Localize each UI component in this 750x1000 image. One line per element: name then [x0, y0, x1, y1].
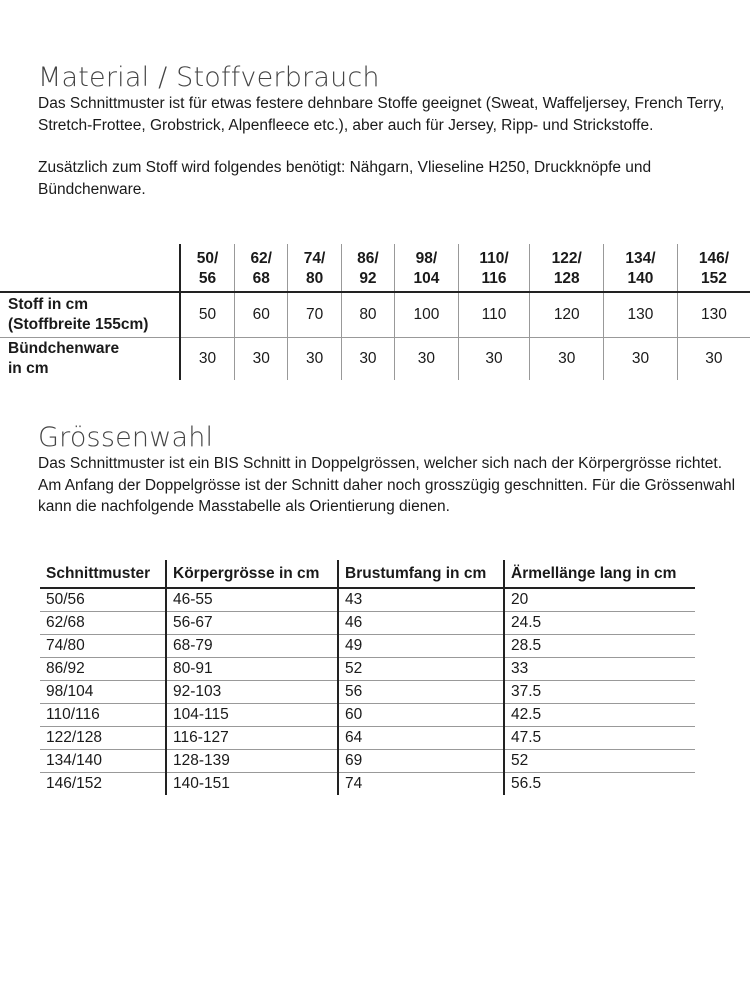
material-paragraph-2: Zusätzlich zum Stoff wird folgendes benötigt: Nähgarn, Vlieseline H250, Druckknöpfe und Bündchenware.: [38, 159, 652, 198]
value-cell: 30: [180, 338, 235, 381]
table-row: [40, 750, 695, 773]
column-header: Brustumfang in cm: [338, 560, 504, 588]
cell-text-line: 62/: [250, 250, 272, 267]
value-cell: 30: [288, 338, 341, 381]
cell-text-line: 110/: [479, 250, 509, 267]
value-cell: 30: [604, 338, 678, 381]
cell-text-line: Stoff in cm: [8, 296, 89, 313]
table-row: [40, 773, 695, 796]
cell-text-line: 128: [553, 270, 580, 287]
table-cell: 80-91: [166, 658, 338, 681]
table-cell: 92-103: [166, 681, 338, 704]
size-header-cell: [530, 244, 604, 292]
column-header: Ärmellänge lang in cm: [504, 560, 695, 588]
cell-text-line: 74/: [303, 250, 326, 267]
value-cell: 70: [288, 292, 341, 338]
column-header: Schnittmuster: [40, 560, 166, 588]
table-row: [0, 292, 750, 338]
table-cell: 24.5: [504, 612, 695, 635]
table-cell: 140-151: [166, 773, 338, 796]
table-row: [40, 658, 695, 681]
material-title: Material / Stoffverbrauch: [38, 62, 380, 93]
size-title: Grössenwahl: [38, 422, 214, 453]
value-cell: 130: [604, 292, 678, 338]
table-cell: 56-67: [166, 612, 338, 635]
table-cell: 128-139: [166, 750, 338, 773]
table-cell: 60: [338, 704, 504, 727]
table-row: [40, 681, 695, 704]
cell-text-line: 56: [198, 270, 217, 287]
cell-text-line: 152: [700, 270, 727, 287]
table-cell: 52: [504, 750, 695, 773]
size-header-cell: [677, 244, 750, 292]
value-cell: 110: [458, 292, 530, 338]
row-label-cell: [0, 292, 180, 338]
cell-text-line: 50/: [196, 250, 219, 267]
table-row: [40, 612, 695, 635]
cell-text-line: in cm: [8, 360, 49, 377]
value-cell: 30: [677, 338, 750, 381]
cell-text-line: 122/: [551, 250, 582, 267]
size-section: [38, 423, 740, 518]
row-label-cell: [0, 338, 180, 381]
value-cell: 120: [530, 292, 604, 338]
empty-header-cell: [0, 244, 180, 292]
table-cell: 134/140: [40, 750, 166, 773]
material-section: [38, 63, 740, 200]
value-cell: 30: [458, 338, 530, 381]
cell-text-line: 86/: [357, 250, 379, 267]
cell-text-line: 68: [252, 270, 270, 287]
table-cell: 56: [338, 681, 504, 704]
value-cell: 30: [395, 338, 459, 381]
table-cell: 74: [338, 773, 504, 796]
cell-text-line: Bündchenware: [8, 340, 120, 357]
size-header-cell: [395, 244, 459, 292]
value-cell: 100: [395, 292, 459, 338]
value-cell: 50: [180, 292, 235, 338]
size-header-cell: [288, 244, 341, 292]
value-cell: 80: [341, 292, 394, 338]
table-cell: 116-127: [166, 727, 338, 750]
size-header-cell: [235, 244, 288, 292]
size-header-cell: [458, 244, 530, 292]
table-cell: 122/128: [40, 727, 166, 750]
table-cell: 62/68: [40, 612, 166, 635]
table-cell: 86/92: [40, 658, 166, 681]
table-cell: 50/56: [40, 588, 166, 612]
table-cell: 146/152: [46, 775, 103, 792]
table-row: [40, 588, 695, 612]
value-cell: 60: [235, 292, 288, 338]
table-row: [40, 727, 695, 750]
table-row: [40, 635, 695, 658]
column-header: Körpergrösse in cm: [166, 560, 338, 588]
table-cell: 69: [338, 750, 504, 773]
cell-text-line: 92: [359, 270, 377, 287]
table-cell: 64: [338, 727, 504, 750]
material-paragraph-1: Das Schnittmuster ist für etwas festere dehnbare Stoffe geeignet (Sweat, Waffeljersey, French Terry, Stretch-Frottee, Grobstrick, Alpenfleece etc.), aber auch für Jersey, Ripp- und Strickstoffe.: [38, 95, 725, 134]
table-cell: 20: [504, 588, 695, 612]
table-row: [40, 704, 695, 727]
table-header-row: [0, 244, 750, 292]
cell-text-line: 140: [627, 270, 654, 287]
table-cell: 68-79: [166, 635, 338, 658]
table-cell: 98/104: [40, 681, 166, 704]
table-cell: 74/80: [40, 635, 166, 658]
size-chart-table: [40, 560, 695, 795]
cell-text-line: (Stoffbreite 155cm): [8, 316, 149, 333]
table-cell: 47.5: [504, 727, 695, 750]
size-header-cell: [604, 244, 678, 292]
table-header-row: [40, 560, 695, 588]
value-cell: 30: [235, 338, 288, 381]
cell-text-line: 98/: [415, 250, 438, 267]
table-cell: 49: [338, 635, 504, 658]
table-cell: 46-55: [166, 588, 338, 612]
cell-text-line: 104: [413, 270, 440, 287]
cell-text-line: 134/: [625, 250, 656, 267]
table-cell: 104-115: [166, 704, 338, 727]
value-cell: 30: [341, 338, 394, 381]
table-row: [0, 338, 750, 381]
table-cell: 37.5: [504, 681, 695, 704]
size-header-cell: [180, 244, 235, 292]
table-cell: 46: [338, 612, 504, 635]
table-cell: 42.5: [504, 704, 695, 727]
size-header-cell: [341, 244, 394, 292]
fabric-consumption-table: [0, 244, 750, 380]
table-cell: 110/116: [40, 704, 166, 727]
cell-text-line: 146/: [698, 250, 730, 267]
table-cell: 33: [504, 658, 695, 681]
cell-text-line: 116: [481, 270, 507, 287]
table-cell: 52: [338, 658, 504, 681]
table-cell: 28.5: [504, 635, 695, 658]
cell-text-line: 80: [305, 270, 324, 287]
value-cell: 30: [530, 338, 604, 381]
value-cell: 130: [677, 292, 750, 338]
table-cell: 56.5: [504, 773, 695, 796]
table-cell: 43: [338, 588, 504, 612]
size-paragraph: Das Schnittmuster ist ein BIS Schnitt in Doppelgrössen, welcher sich nach der Körpergrösse richtet. Am Anfang der Doppelgrösse ist der Schnitt daher noch grosszügig geschnitten. Für die Grössenwahl kann die nachfolgende Masstabelle als Orientierung dienen.: [38, 455, 736, 515]
